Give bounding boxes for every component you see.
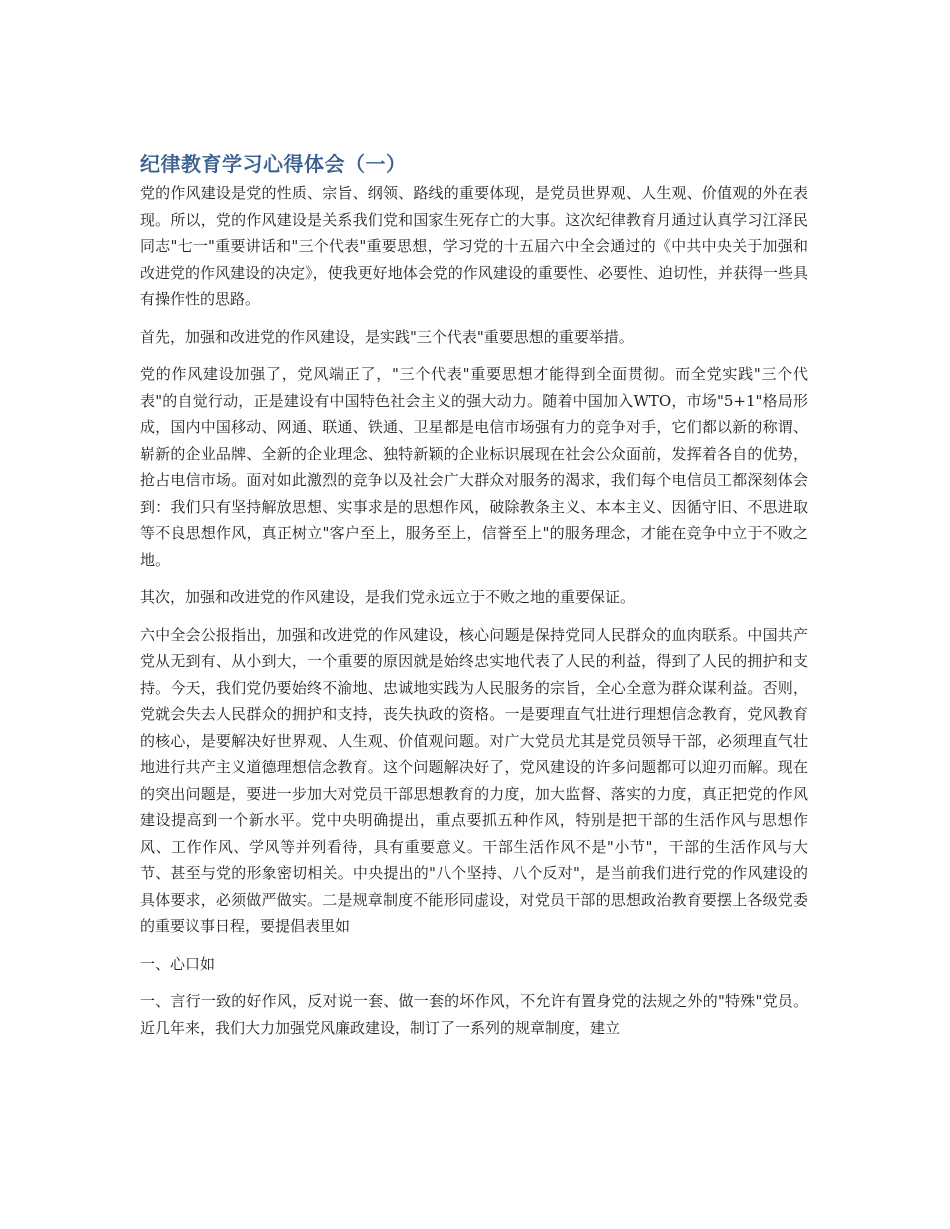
- paragraph-first-point: 首先，加强和改进党的作风建设，是实践"三个代表"重要思想的重要举措。: [140, 327, 634, 346]
- paragraph-second-point-body: 六中全会公报指出，加强和改进党的作风建设，核心问题是保持党同人民群众的血肉联系。中国共产党从无到有、从小到大，一个重要的原因就是始终忠实地代表了人民的利益，得到了人民的拥护和支持。今天，我们党仍要始终不渝地、忠诚地实践为人民服务的宗旨，全心全意为群众谋利益。否则，党就会失去人民群众的拥护和支持，丧失执政的资格。一是要理直气壮进行理想信念教育，党风教育的核心，是要解决好世界观、人生观、价值观问题。对广大党员尤其是党员领导干部，必须理直气壮地进行共产主义道德理想信念教育。这个问题解决好了，党风建设的许多问题都可以迎刃而解。现在的突出问题是，要进一步加大对党员干部思想教育的力度，加大监督、落实的力度，真正把党的作风建设提高到一个新水平。党中央明确提出，重点要抓五种作风，特别是把干部的生活作风与思想作风、工作作风、学风等并列看待，具有重要意义。干部生活作风不是"小节"，干部的生活作风与大节、甚至与党的形象密切相关。中央提出的"八个坚持、八个反对"，是当前我们进行党的作风建设的具体要求，必须做严做实。二是规章制度不能形同虚设，对党员干部的思想政治教育要摆上各级党委的重要议事日程，要提倡表里如: [140, 625, 808, 935]
- paragraph-first-point-body: 党的作风建设加强了，党风端正了，"三个代表"重要思想才能得到全面贯彻。而全党实践"三个代表"的自觉行动，正是建设有中国特色社会主义的强大动力。随着中国加入WTO，市场"5+1"格局形成，国内中国移动、网通、联通、铁通、卫星都是电信市场强有力的竞争对手，它们都以新的称谓、崭新的企业品牌、全新的企业理念、独特新颖的企业标识展现在社会公众面前，发挥着各自的优势，抢占电信市场。面对如此激烈的竞争以及社会广大群众对服务的渴求，我们每个电信员工都深刻体会到：我们只有坚持解放思想、实事求是的思想作风，破除教条主义、本本主义、因循守旧、不思进取等不良思想作风，真正树立"客户至上，服务至上，信誉至上"的服务理念，才能在竞争中立于不败之地。: [140, 365, 808, 569]
- paragraph-continuation: 一、言行一致的好作风，反对说一套、做一套的坏作风，不允许有置身党的法规之外的"特殊"党员。近几年来，我们大力加强党风廉政建设，制订了一系列的规章制度，建立: [140, 992, 808, 1037]
- paragraph-intro: 党的作风建设是党的性质、宗旨、纲领、路线的重要体现，是党员世界观、人生观、价值观的外在表现。所以，党的作风建设是关系我们党和国家生死存亡的大事。这次纪律教育月通过认真学习江泽民同志"七一"重要讲话和"三个代表"重要思想，学习党的十五届六中全会通过的《中共中央关于加强和改进党的作风建设的决定》，使我更好地体会党的作风建设的重要性、必要性、迫切性，并获得一些具有操作性的思路。: [140, 184, 808, 308]
- document-title: 纪律教育学习心得体会（一）: [140, 152, 407, 176]
- paragraph-second-point: 其次，加强和改进党的作风建设，是我们党永远立于不败之地的重要保证。: [140, 588, 636, 606]
- document-body: [140, 150, 808, 1052]
- paragraph-fragment: 一、心口如: [140, 954, 216, 973]
